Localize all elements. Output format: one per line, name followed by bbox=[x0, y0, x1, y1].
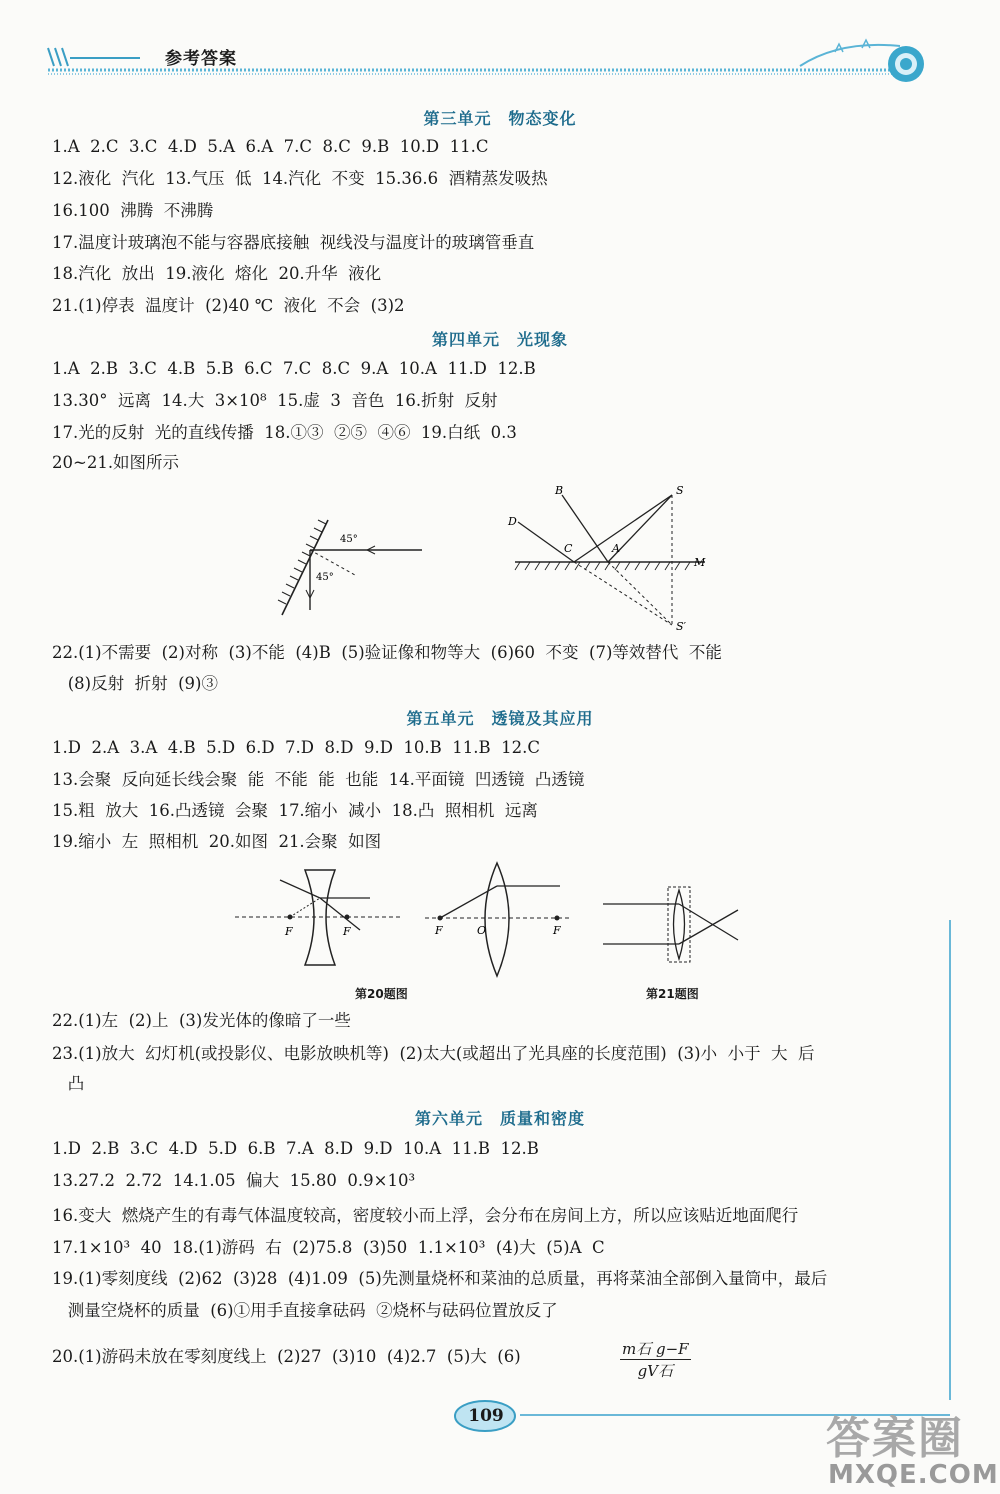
answer-line: 测量空烧杯的质量 (6)①用手直接拿砝码 ②烧杯与砝码位置放反了 bbox=[52, 1301, 558, 1320]
label-D: D bbox=[508, 515, 517, 528]
center-label: O bbox=[477, 924, 487, 937]
header-title: 参考答案 bbox=[165, 49, 237, 69]
answer-line: 19.(1)零刻度线 (2)62 (3)28 (4)1.09 (5)先测量烧杯和菜油的总质量，再将菜油全部倒入量筒中，最后 bbox=[52, 1269, 828, 1288]
figure-caption: 第20题图 bbox=[355, 987, 408, 1001]
section-title-unit3: 第三单元 物态变化 bbox=[423, 109, 577, 128]
answer-line: 凸 bbox=[52, 1074, 85, 1093]
answer-line: 17.1×10³ 40 18.(1)游码 右 (2)75.8 (3)50 1.1×10³ (4)大 (5)A C bbox=[52, 1238, 605, 1257]
answer-line: (8)反射 折射 (9)③ bbox=[52, 674, 218, 693]
answer-line: 17.光的反射 光的直线传播 18.①③ ②⑤ ④⑥ 19.白纸 0.3 bbox=[52, 423, 517, 442]
watermark-logo: 答案圈 bbox=[826, 1413, 964, 1464]
answer-line: 20.(1)游码未放在零刻度线上 (2)27 (3)10 (4)2.7 (5)大 (6) bbox=[52, 1347, 521, 1366]
section-title-unit5: 第五单元 透镜及其应用 bbox=[406, 709, 594, 728]
answer-line: 22.(1)左 (2)上 (3)发光体的像暗了一些 bbox=[52, 1011, 351, 1030]
label-S: S bbox=[676, 484, 684, 497]
formula-numerator: m石 g−F bbox=[622, 1340, 689, 1358]
header-banner bbox=[0, 0, 1000, 90]
answer-line: 18.汽化 放出 19.液化 熔化 20.升华 液化 bbox=[52, 264, 382, 283]
answer-line: 12.液化 汽化 13.气压 低 14.汽化 不变 15.36.6 酒精蒸发吸热 bbox=[52, 169, 548, 188]
mirror-image-diagram bbox=[500, 480, 720, 635]
answer-line: 17.温度计玻璃泡不能与容器底接触 视线没与温度计的玻璃管垂直 bbox=[52, 233, 535, 252]
answer-line: 1.D 2.B 3.C 4.D 5.D 6.B 7.A 8.D 9.D 10.A 11.B 12.B bbox=[52, 1139, 539, 1158]
concave-lens-diagram bbox=[235, 860, 405, 975]
footer-rules bbox=[500, 900, 960, 1430]
answer-line: 1.A 2.B 3.C 4.B 5.B 6.C 7.C 8.C 9.A 10.A 11.D 12.B bbox=[52, 359, 536, 378]
label-A: A bbox=[612, 542, 620, 555]
answer-line: 1.A 2.C 3.C 4.D 5.A 6.A 7.C 8.C 9.B 10.D 11.C bbox=[52, 137, 489, 156]
section-title-unit4: 第四单元 光现象 bbox=[431, 330, 568, 349]
focal-label: F bbox=[343, 925, 351, 938]
angle-label: 45° bbox=[316, 572, 334, 583]
focal-label: F bbox=[285, 925, 293, 938]
figure-caption: 第21题图 bbox=[646, 987, 699, 1001]
label-C: C bbox=[564, 542, 573, 555]
focal-label: F bbox=[553, 924, 561, 937]
answer-line: 22.(1)不需要 (2)对称 (3)不能 (4)B (5)验证像和物等大 (6)60 不变 (7)等效替代 不能 bbox=[52, 643, 722, 662]
answer-line: 13.27.2 2.72 14.1.05 偏大 15.80 0.9×10³ bbox=[52, 1171, 416, 1190]
label-M: M bbox=[694, 556, 706, 569]
answer-line: 19.缩小 左 照相机 20.如图 21.会聚 如图 bbox=[52, 832, 382, 851]
answer-line: 1.D 2.A 3.A 4.B 5.D 6.D 7.D 8.D 9.D 10.B 11.B 12.C bbox=[52, 738, 540, 757]
mirror-reflection-diagram bbox=[270, 510, 440, 625]
angle-label: 45° bbox=[340, 534, 358, 545]
label-S-prime: S′ bbox=[676, 620, 687, 633]
formula-denominator: gV石 bbox=[637, 1362, 673, 1380]
answer-line: 21.(1)停表 温度计 (2)40 ℃ 液化 不会 (3)2 bbox=[52, 296, 405, 315]
focal-label: F bbox=[435, 924, 443, 937]
answer-line: 13.会聚 反向延长线会聚 能 不能 能 也能 14.平面镜 凹透镜 凸透镜 bbox=[52, 770, 585, 789]
answer-line: 16.变大 燃烧产生的有毒气体温度较高，密度较小而上浮，会分布在房间上方，所以应该贴近地面爬行 bbox=[52, 1206, 799, 1225]
watermark-url: MXQE.COM bbox=[828, 1460, 999, 1490]
answer-line: 16.100 沸腾 不沸腾 bbox=[52, 201, 214, 220]
section-title-unit6: 第六单元 质量和密度 bbox=[414, 1109, 585, 1128]
answer-line: 20~21.如图所示 bbox=[52, 453, 180, 472]
page-number: 109 bbox=[468, 1406, 504, 1426]
answer-line: 13.30° 远离 14.大 3×10⁸ 15.虚 3 音色 16.折射 反射 bbox=[52, 391, 498, 410]
answer-line: 15.粗 放大 16.凸透镜 会聚 17.缩小 减小 18.凸 照相机 远离 bbox=[52, 801, 538, 820]
label-B: B bbox=[555, 484, 564, 497]
answer-line: 23.(1)放大 幻灯机(或投影仪、电影放映机等) (2)太大(或超出了光具座的长度范围) (3)小 小于 大 后 bbox=[52, 1044, 815, 1063]
